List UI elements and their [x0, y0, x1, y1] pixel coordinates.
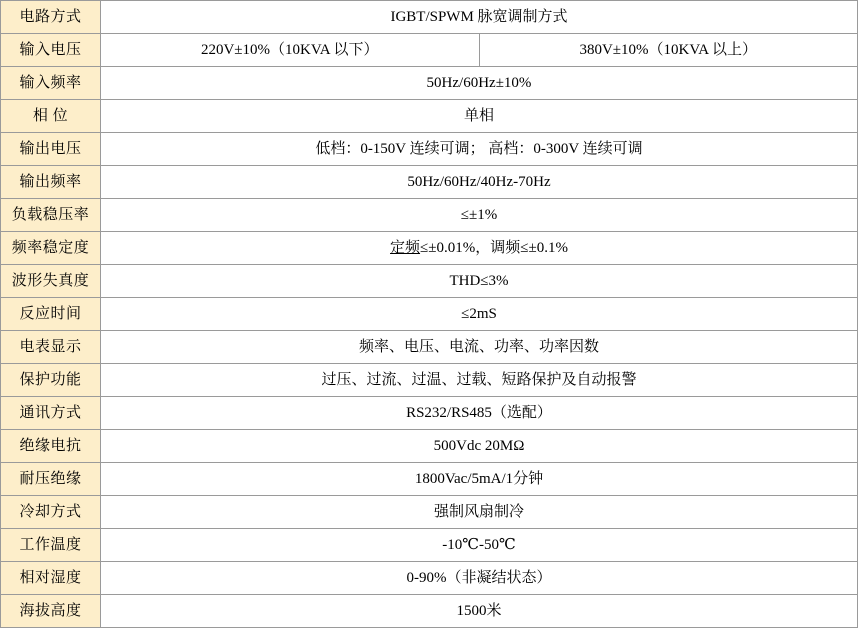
row-label: 输出频率 [1, 166, 101, 199]
table-row [1, 364, 858, 397]
row-value: ≤2mS [101, 298, 858, 331]
row-label: 相 位 [1, 100, 101, 133]
row-label: 绝缘电抗 [1, 430, 101, 463]
row-label: 耐压绝缘 [1, 463, 101, 496]
table-row [1, 430, 858, 463]
row-label: 反应时间 [1, 298, 101, 331]
table-row [1, 397, 858, 430]
row-value: 1800Vac/5mA/1分钟 [101, 463, 858, 496]
row-value: 220V±10%（10KVA 以下） [101, 34, 480, 67]
table-row [1, 595, 858, 628]
row-label: 输入电压 [1, 34, 101, 67]
row-value: 强制风扇制冷 [101, 496, 858, 529]
specification-table-body [1, 1, 858, 628]
table-row [1, 562, 858, 595]
row-value: 频率、电压、电流、功率、功率因数 [101, 331, 858, 364]
row-label: 频率稳定度 [1, 232, 101, 265]
row-value: -10℃-50℃ [101, 529, 858, 562]
row-value: 380V±10%（10KVA 以上） [479, 34, 858, 67]
row-label: 通讯方式 [1, 397, 101, 430]
table-row [1, 265, 858, 298]
table-row [1, 34, 858, 67]
table-row [1, 1, 858, 34]
row-value: IGBT/SPWM 脉宽调制方式 [101, 1, 858, 34]
row-value: ≤±1% [101, 199, 858, 232]
row-label: 输出电压 [1, 133, 101, 166]
row-value [101, 232, 858, 265]
row-value-rest: ≤±0.01%，调频≤±0.1% [420, 240, 568, 256]
table-row [1, 199, 858, 232]
row-label: 冷却方式 [1, 496, 101, 529]
row-label: 负载稳压率 [1, 199, 101, 232]
row-label: 保护功能 [1, 364, 101, 397]
table-row [1, 298, 858, 331]
row-label: 相对湿度 [1, 562, 101, 595]
table-row [1, 529, 858, 562]
row-label: 波形失真度 [1, 265, 101, 298]
row-value: 0-90%（非凝结状态） [101, 562, 858, 595]
row-value: 50Hz/60Hz/40Hz-70Hz [101, 166, 858, 199]
row-label: 电表显示 [1, 331, 101, 364]
row-value: 单相 [101, 100, 858, 133]
row-value: THD≤3% [101, 265, 858, 298]
row-value-underlined-part: 定频 [390, 240, 421, 256]
row-label: 输入频率 [1, 67, 101, 100]
table-row [1, 463, 858, 496]
table-row [1, 232, 858, 265]
row-value: 500Vdc 20MΩ [101, 430, 858, 463]
table-row [1, 100, 858, 133]
table-row [1, 496, 858, 529]
table-row [1, 331, 858, 364]
table-row [1, 67, 858, 100]
row-value: 过压、过流、过温、过载、短路保护及自动报警 [101, 364, 858, 397]
row-label: 海拔高度 [1, 595, 101, 628]
row-value: 低档：0-150V 连续可调； 高档：0-300V 连续可调 [101, 133, 858, 166]
row-value: 50Hz/60Hz±10% [101, 67, 858, 100]
row-value: RS232/RS485（选配） [101, 397, 858, 430]
table-row [1, 133, 858, 166]
row-label: 电路方式 [1, 1, 101, 34]
table-row [1, 166, 858, 199]
row-label: 工作温度 [1, 529, 101, 562]
row-value: 1500米 [101, 595, 858, 628]
